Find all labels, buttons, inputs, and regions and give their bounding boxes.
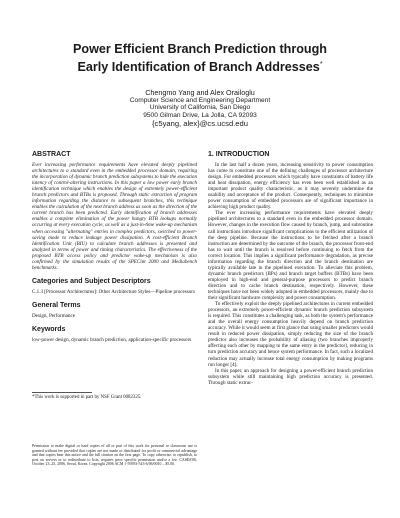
introduction-heading: 1. INTRODUCTION xyxy=(208,151,270,158)
keywords-heading: Keywords xyxy=(32,325,66,333)
categories-heading: Categories and Subject Descriptors xyxy=(32,277,151,285)
title-footnote-mark: * xyxy=(319,61,323,68)
intro-paragraph: To effectively exploit the deeply pipelined architectures in current embedded processors, an extremely power-efficient dynamic branch prediction subsystem is required. This constitutes a challenging task, as both the system's performance and the overall energy consumption heavily depend on branch prediction accuracy. While it would seem at first glance that using smaller predictors would result in reduced power dissipation, simply reducing the size of the branch predictor also increases the probability of aliasing (two branches improperly affecting each other by mapping to the same entry in the predictor), reducing in turn prediction accuracy and hence system performance. In fact, such a localized reduction may actually increase total energy consumption by making programs run longer [4]. xyxy=(208,301,373,368)
abstract-heading: ABSTRACT xyxy=(32,151,71,158)
introduction-body xyxy=(208,162,373,386)
categories-text: C.1.3 [Processor Architectures]: Other Architecture Styles—Pipeline processors xyxy=(32,288,195,295)
footnote-text: *This work is supported in part by NSF Grant 0082325. xyxy=(32,395,142,400)
intro-paragraph: In the last half a dozen years, increasing sensitivity to power consumption has come to constitute one of the defining challenges of processor architecture design. For embedded processors which typically have constraints of battery life and heat dissipation, energy efficiency has even been well established as an important product quality characteristic, as it may severely undermine the usability and acceptance of the product. Consequently, techniques to minimize power consumption of embedded processors are of significant importance in achieving high product quality. xyxy=(208,162,373,211)
abstract-text: Ever increasing performance requirements have elevated deeply pipelined architectures to a standard even in the embedded processor domain, requiring the incorporation of dynamic branch prediction subsystems to hide the execution latency of control-altering instructions. In this paper a low power early branch identification technique which enables the design of extremely power-efficient branch predictors and BTBs is proposed. Through static extraction of program information regarding the distance to subsequent branches, this technique enables the calculation of the next branch address as soon as the direction of the current branch has been predicted. Early identification of branch addresses enables a complete elimination of the power hungry BTB lookups normally occurring at every execution cycle, as well as a just-in-time wake-up mechanism when accessing "alternating" entries in complex predictors, switched to power-saving mode to reduce leakage power dissipation. A cost-efficient Branch Identification Unit (BIU) to calculate branch addresses is presented and analyzed in terms of power and timing characteristics. The effectiveness of the proposed BTB access policy and predictor wake-up mechanism is also confirmed by the simulation results of the SPECint 2000 and Mediabench benchmarks. xyxy=(32,162,197,271)
title-line-2-text: Early Identification of Branch Addresses xyxy=(77,60,320,75)
permission-notice: Permission to make digital or hard copies of all or part of this work for personal or classroom use is granted without fee provided that copies are not made or distributed for profit or commercial advantage and that copies bear this notice and the full citation on the first page. To copy otherwise, to republish, to post on servers or to redistribute to lists, requires prior specific permission and/or a fee. CASES'06, October 23–25, 2006, Seoul, Korea. Copyright 2006 ACM 1-59593-543-6/06/0010 ...$5.00. xyxy=(32,444,197,467)
footnote-rule xyxy=(32,392,92,393)
affiliation-line-1: Computer Science and Engineering Department xyxy=(129,96,271,104)
right-column xyxy=(208,150,373,386)
title-line-1: Power Efficient Branch Prediction through xyxy=(73,42,327,56)
intro-paragraph: The ever increasing performance requirements have elevated deeply pipelined architectures to a standard even in the embedded processor domain. However, changes in the execution flow caused by branch, jump, and subroutine call instructions introduce significant complications to the efficient utilization of the deep pipeline. Because the instructions to be fetched after a branch instruction are determined by the outcome of the branch, the processor front-end has to wait until the branch is resolved before continuing to fetch from the correct location. This implies a significant performance degradation, as precise information regarding the branch direction and the branch destination are typically available late in the pipelined execution. To alleviate this problem, dynamic branch predictors (BPs) and branch target buffers (BTBs) have been employed in high-end and general-purpose processors to predict branch direction and to cache branch destination, respectively. However, these techniques have not been widely adopted in embedded processors, mainly due to their significant hardware complexity and power consumption. xyxy=(208,210,373,302)
author-names: Chengmo Yang and Alex Orailoglu xyxy=(145,88,255,97)
general-terms-text: Design, Performance xyxy=(32,312,75,319)
author-email: {c5yang, alex}@cs.ucsd.edu xyxy=(152,119,248,129)
general-terms-heading: General Terms xyxy=(32,301,81,309)
left-column xyxy=(32,150,197,343)
paper-title xyxy=(0,42,400,75)
footnote xyxy=(32,392,197,401)
keywords-text: low-power design, dynamic branch prediction, application-specific processors xyxy=(32,336,192,343)
author-block xyxy=(0,89,400,128)
affiliation-line-2: University of California, San Diego xyxy=(149,104,251,112)
affiliation-line-3: 9500 Gilman Drive, La Jolla, CA 92093 xyxy=(143,111,257,119)
title-line-2 xyxy=(0,57,400,75)
intro-paragraph: In this paper, an approach for designing a power-efficient branch prediction subsystem while still maintaining high prediction accuracy is presented. Through static extrac- xyxy=(208,367,373,386)
